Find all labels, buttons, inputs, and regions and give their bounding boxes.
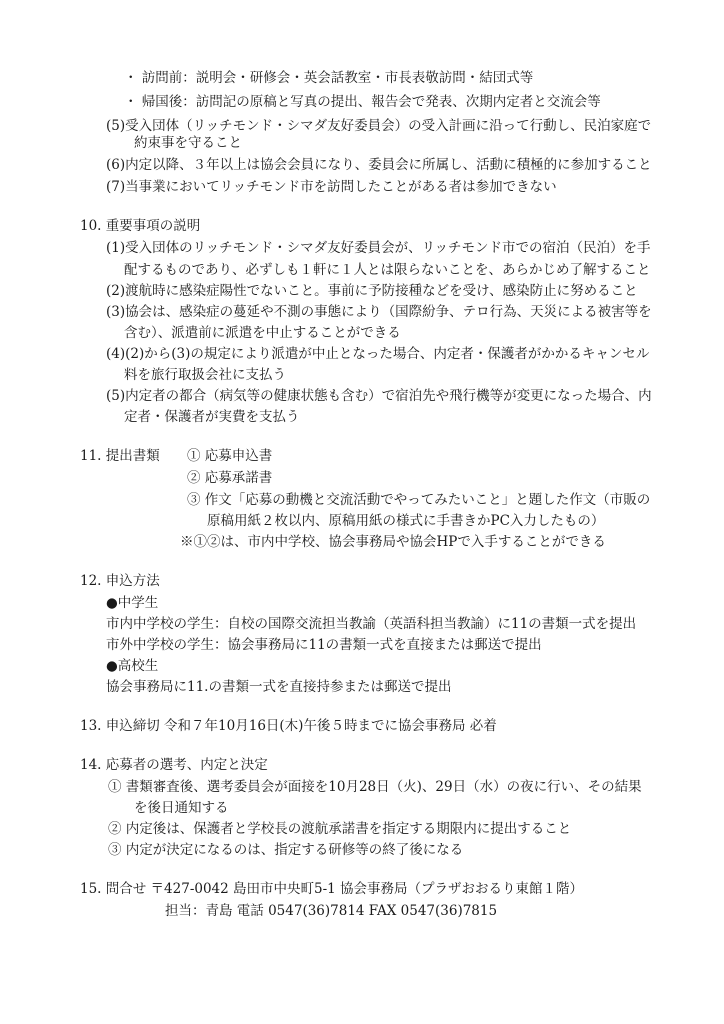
text-line-s10-head: 10. 重要事項の説明 bbox=[80, 218, 201, 234]
text-line-s14-3: ③ 内定が決定になるのは、指定する研修等の終了後になる bbox=[108, 842, 464, 858]
text-line-s10-1b: 配するものであり、必ずしも１軒に１人とは限らないことを、あらかじめ了解すること bbox=[124, 262, 651, 278]
text-line-s11-2: ② 応募承諾書 bbox=[187, 470, 273, 486]
text-line-s10-1a: (1)受入団体のリッチモンド・シマダ友好委員会が、リッチモンド市での宿泊（民泊）を手 bbox=[106, 240, 651, 256]
text-line-s15-b: 担当：青島 電話 0547(36)7814 FAX 0547(36)7815 bbox=[165, 903, 498, 919]
text-line-r6: (6)内定以降、３年以上は協会会員になり、委員会に所属し、活動に積極的に参加すること bbox=[106, 157, 652, 173]
text-line-s14-2: ② 内定後は、保護者と学校長の渡航承諾書を指定する期限内に提出すること bbox=[108, 821, 572, 837]
text-line-r5-b: 約束事を守ること bbox=[134, 135, 242, 151]
text-line-s12-hs-body: 協会事務局に11.の書類一式を直接持参または郵送で提出 bbox=[106, 679, 452, 695]
text-line-s10-3a: (3)協会は、感染症の蔓延や不測の事態により（国際紛争、テロ行為、天災による被害等を bbox=[106, 304, 652, 320]
text-line-s10-4a: (4)(2)から(3)の規定により派遣が中止となった場合、内定者・保護者がかかるキャンセル bbox=[106, 346, 650, 362]
text-line-s13: 13. 申込締切 令和７年10月16日(木)午後５時までに協会事務局 必着 bbox=[80, 718, 497, 734]
text-line-s11-3a: ③ 作文「応募の動機と交流活動でやってみたいこと」と題した作文（市販の bbox=[187, 492, 651, 508]
text-line-s12-jhs-out: 市外中学校の学生：協会事務局に11の書類一式を直接または郵送で提出 bbox=[106, 637, 542, 653]
text-line-r5-a: (5)受入団体（リッチモンド・シマダ友好委員会）の受入計画に沿って行動し、民泊家庭で bbox=[106, 118, 652, 134]
text-line-s12-head: 12. 申込方法 bbox=[80, 573, 160, 589]
text-line-s14-head: 14. 応募者の選考、内定と決定 bbox=[80, 757, 268, 773]
text-line-s11-1: ① 応募申込書 bbox=[187, 448, 273, 464]
text-line-s15-a: 15. 問合せ 〒427-0042 島田市中央町5-1 協会事務局（プラザおおるり東館１階） bbox=[80, 881, 584, 897]
text-line-s10-5b: 定者・保護者が実費を支払う bbox=[124, 409, 300, 425]
text-line-s10-3b: 含む）、派遣前に派遣を中止することができる bbox=[124, 325, 401, 341]
text-line-s10-4b: 料を旅行取扱会社に支払う bbox=[124, 367, 286, 383]
text-line-s11-head: 11. 提出書類 bbox=[80, 448, 160, 464]
text-line-s12-jhs-in: 市内中学校の学生：自校の国際交流担当教諭（英語科担当教諭）に11の書類一式を提出 bbox=[106, 616, 637, 632]
text-line-r7: (7)当事業においてリッチモンド市を訪問したことがある者は参加できない bbox=[106, 179, 557, 195]
text-line-s11-note: ※①②は、市内中学校、協会事務局や協会HPで入手することができる bbox=[180, 534, 606, 550]
text-line-s10-2: (2)渡航時に感染症陽性でないこと。事前に予防接種などを受け、感染防止に努めること bbox=[106, 283, 638, 299]
text-line-s10-5a: (5)内定者の都合（病気等の健康状態も含む）で宿泊先や飛行機等が変更になった場合、内 bbox=[106, 388, 652, 404]
text-line-s14-1a: ① 書類審査後、選考委員会が面接を10月28日（火)、29日（水）の夜に行い、その結果 bbox=[108, 779, 642, 795]
text-line-visit-before: ・ 訪問前：説明会・研修会・英会話教室・市長表敬訪問・結団式等 bbox=[124, 70, 534, 86]
text-line-s12-jhs: ●中学生 bbox=[106, 595, 159, 611]
text-line-s11-3b: 原稿用紙２枚以内、原稿用紙の様式に手書きかPC入力したもの） bbox=[207, 513, 605, 529]
text-line-return-after: ・ 帰国後：訪問記の原稿と写真の提出、報告会で発表、次期内定者と交流会等 bbox=[124, 94, 601, 110]
text-line-s14-1b: を後日通知する bbox=[134, 800, 229, 816]
text-line-s12-hs: ●高校生 bbox=[106, 658, 159, 674]
